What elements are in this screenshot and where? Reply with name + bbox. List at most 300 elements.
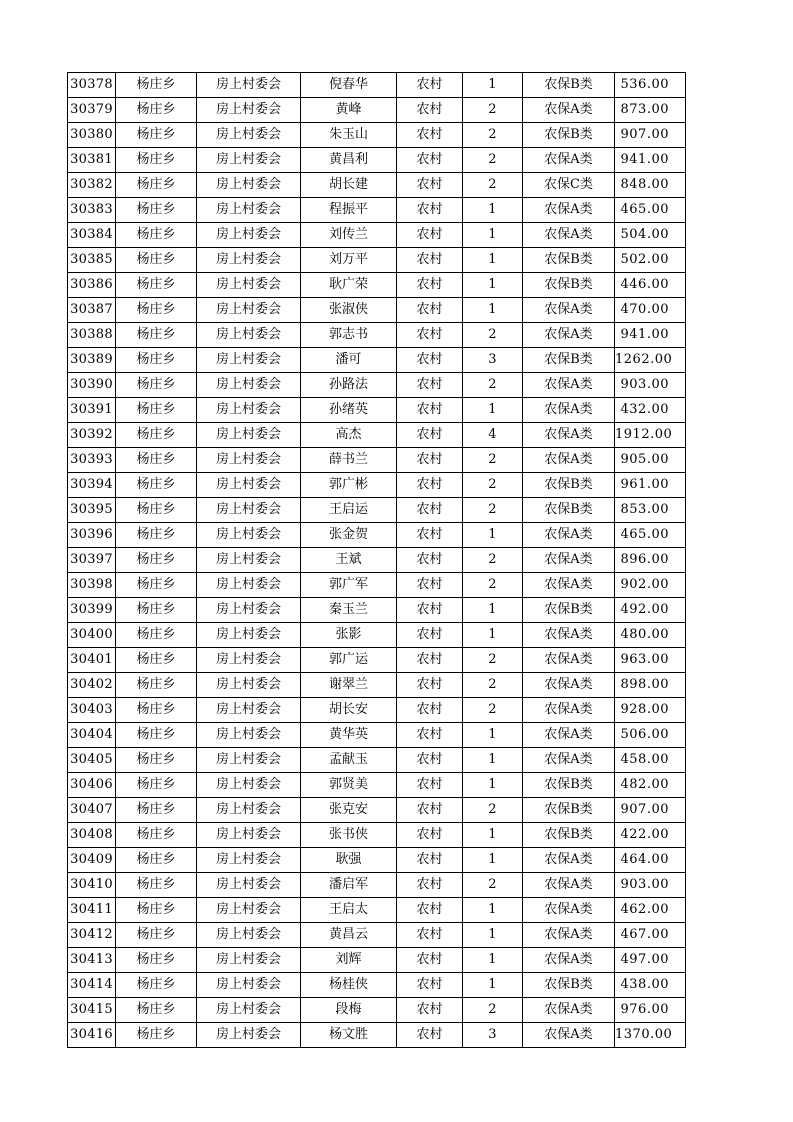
village-committee-cell: 房上村委会 [197, 73, 301, 98]
table-row [68, 423, 686, 448]
township-cell: 杨庄乡 [116, 998, 197, 1023]
record-id-cell: 30391 [68, 398, 116, 423]
township-cell: 杨庄乡 [116, 848, 197, 873]
record-id-cell: 30411 [68, 898, 116, 923]
village-committee-cell: 房上村委会 [197, 698, 301, 723]
person-count-cell: 1 [463, 523, 523, 548]
record-id-cell: 30386 [68, 273, 116, 298]
document-page [67, 72, 685, 1048]
table-row [68, 1023, 686, 1048]
person-count-cell: 1 [463, 823, 523, 848]
amount-cell: 907.00 [615, 798, 686, 823]
household-type-cell: 农村 [397, 348, 463, 373]
person-count-cell: 2 [463, 148, 523, 173]
village-committee-cell: 房上村委会 [197, 123, 301, 148]
name-cell: 孙路法 [301, 373, 397, 398]
person-count-cell: 2 [463, 548, 523, 573]
village-committee-cell: 房上村委会 [197, 723, 301, 748]
record-id-cell: 30383 [68, 198, 116, 223]
name-cell: 倪春华 [301, 73, 397, 98]
insurance-category-cell: 农保B类 [523, 773, 615, 798]
household-type-cell: 农村 [397, 298, 463, 323]
name-cell: 王斌 [301, 548, 397, 573]
village-committee-cell: 房上村委会 [197, 273, 301, 298]
name-cell: 刘辉 [301, 948, 397, 973]
table-row [68, 273, 686, 298]
insurance-category-cell: 农保B类 [523, 473, 615, 498]
amount-cell: 907.00 [615, 123, 686, 148]
person-count-cell: 3 [463, 1023, 523, 1048]
insurance-category-cell: 农保B类 [523, 973, 615, 998]
table-row [68, 73, 686, 98]
record-id-cell: 30399 [68, 598, 116, 623]
amount-cell: 462.00 [615, 898, 686, 923]
name-cell: 谢翠兰 [301, 673, 397, 698]
insurance-category-cell: 农保A类 [523, 748, 615, 773]
village-committee-cell: 房上村委会 [197, 323, 301, 348]
record-id-cell: 30379 [68, 98, 116, 123]
record-id-cell: 30413 [68, 948, 116, 973]
household-type-cell: 农村 [397, 798, 463, 823]
record-id-cell: 30405 [68, 748, 116, 773]
name-cell: 刘传兰 [301, 223, 397, 248]
village-committee-cell: 房上村委会 [197, 773, 301, 798]
household-type-cell: 农村 [397, 923, 463, 948]
amount-cell: 470.00 [615, 298, 686, 323]
insurance-category-cell: 农保A类 [523, 623, 615, 648]
village-committee-cell: 房上村委会 [197, 173, 301, 198]
table-row [68, 673, 686, 698]
township-cell: 杨庄乡 [116, 548, 197, 573]
name-cell: 薛书兰 [301, 448, 397, 473]
village-committee-cell: 房上村委会 [197, 673, 301, 698]
record-id-cell: 30402 [68, 673, 116, 698]
household-type-cell: 农村 [397, 598, 463, 623]
household-type-cell: 农村 [397, 198, 463, 223]
amount-cell: 848.00 [615, 173, 686, 198]
amount-cell: 896.00 [615, 548, 686, 573]
village-committee-cell: 房上村委会 [197, 223, 301, 248]
insurance-category-cell: 农保B类 [523, 798, 615, 823]
amount-cell: 536.00 [615, 73, 686, 98]
household-type-cell: 农村 [397, 248, 463, 273]
amount-cell: 902.00 [615, 573, 686, 598]
household-type-cell: 农村 [397, 698, 463, 723]
township-cell: 杨庄乡 [116, 773, 197, 798]
table-row [68, 748, 686, 773]
insurance-category-cell: 农保B类 [523, 248, 615, 273]
household-type-cell: 农村 [397, 648, 463, 673]
insurance-category-cell: 农保A类 [523, 948, 615, 973]
person-count-cell: 2 [463, 473, 523, 498]
person-count-cell: 1 [463, 773, 523, 798]
insurance-category-cell: 农保B类 [523, 348, 615, 373]
name-cell: 张书侠 [301, 823, 397, 848]
record-id-cell: 30406 [68, 773, 116, 798]
table-row [68, 123, 686, 148]
village-committee-cell: 房上村委会 [197, 423, 301, 448]
amount-cell: 905.00 [615, 448, 686, 473]
amount-cell: 492.00 [615, 598, 686, 623]
village-committee-cell: 房上村委会 [197, 248, 301, 273]
person-count-cell: 2 [463, 498, 523, 523]
village-committee-cell: 房上村委会 [197, 98, 301, 123]
household-type-cell: 农村 [397, 723, 463, 748]
name-cell: 张淑侠 [301, 298, 397, 323]
village-committee-cell: 房上村委会 [197, 598, 301, 623]
village-committee-cell: 房上村委会 [197, 198, 301, 223]
household-type-cell: 农村 [397, 473, 463, 498]
township-cell: 杨庄乡 [116, 73, 197, 98]
name-cell: 黄昌云 [301, 923, 397, 948]
amount-cell: 502.00 [615, 248, 686, 273]
insurance-category-cell: 农保A类 [523, 898, 615, 923]
township-cell: 杨庄乡 [116, 798, 197, 823]
amount-cell: 480.00 [615, 623, 686, 648]
name-cell: 孟献玉 [301, 748, 397, 773]
name-cell: 郭广彬 [301, 473, 397, 498]
household-type-cell: 农村 [397, 873, 463, 898]
household-type-cell: 农村 [397, 773, 463, 798]
amount-cell: 963.00 [615, 648, 686, 673]
household-type-cell: 农村 [397, 98, 463, 123]
table-row [68, 698, 686, 723]
household-type-cell: 农村 [397, 848, 463, 873]
township-cell: 杨庄乡 [116, 348, 197, 373]
table-row [68, 823, 686, 848]
township-cell: 杨庄乡 [116, 398, 197, 423]
insurance-category-cell: 农保A类 [523, 1023, 615, 1048]
village-committee-cell: 房上村委会 [197, 923, 301, 948]
insurance-category-cell: 农保A类 [523, 148, 615, 173]
village-committee-cell: 房上村委会 [197, 373, 301, 398]
amount-cell: 482.00 [615, 773, 686, 798]
table-row [68, 173, 686, 198]
village-committee-cell: 房上村委会 [197, 973, 301, 998]
amount-cell: 422.00 [615, 823, 686, 848]
record-id-cell: 30407 [68, 798, 116, 823]
household-type-cell: 农村 [397, 498, 463, 523]
household-type-cell: 农村 [397, 673, 463, 698]
name-cell: 杨文胜 [301, 1023, 397, 1048]
table-row [68, 623, 686, 648]
table-row [68, 598, 686, 623]
insurance-category-cell: 农保A类 [523, 323, 615, 348]
person-count-cell: 1 [463, 948, 523, 973]
record-id-cell: 30397 [68, 548, 116, 573]
village-committee-cell: 房上村委会 [197, 998, 301, 1023]
name-cell: 耿广荣 [301, 273, 397, 298]
township-cell: 杨庄乡 [116, 498, 197, 523]
record-id-cell: 30409 [68, 848, 116, 873]
table-row [68, 773, 686, 798]
household-type-cell: 农村 [397, 73, 463, 98]
person-count-cell: 2 [463, 998, 523, 1023]
record-id-cell: 30404 [68, 723, 116, 748]
township-cell: 杨庄乡 [116, 623, 197, 648]
amount-cell: 465.00 [615, 523, 686, 548]
township-cell: 杨庄乡 [116, 248, 197, 273]
township-cell: 杨庄乡 [116, 648, 197, 673]
insurance-category-cell: 农保A类 [523, 373, 615, 398]
person-count-cell: 2 [463, 373, 523, 398]
township-cell: 杨庄乡 [116, 873, 197, 898]
person-count-cell: 4 [463, 423, 523, 448]
table-row [68, 498, 686, 523]
household-type-cell: 农村 [397, 173, 463, 198]
person-count-cell: 1 [463, 273, 523, 298]
person-count-cell: 2 [463, 448, 523, 473]
amount-cell: 446.00 [615, 273, 686, 298]
village-committee-cell: 房上村委会 [197, 473, 301, 498]
person-count-cell: 3 [463, 348, 523, 373]
person-count-cell: 1 [463, 248, 523, 273]
insurance-category-cell: 农保A类 [523, 923, 615, 948]
village-committee-cell: 房上村委会 [197, 348, 301, 373]
person-count-cell: 2 [463, 323, 523, 348]
village-committee-cell: 房上村委会 [197, 798, 301, 823]
township-cell: 杨庄乡 [116, 748, 197, 773]
insurance-category-cell: 农保A类 [523, 198, 615, 223]
insurance-category-cell: 农保A类 [523, 848, 615, 873]
person-count-cell: 2 [463, 673, 523, 698]
township-cell: 杨庄乡 [116, 273, 197, 298]
name-cell: 王启太 [301, 898, 397, 923]
table-row [68, 948, 686, 973]
insurance-category-cell: 农保C类 [523, 173, 615, 198]
township-cell: 杨庄乡 [116, 823, 197, 848]
beneficiary-table [67, 72, 686, 1048]
amount-cell: 506.00 [615, 723, 686, 748]
amount-cell: 903.00 [615, 373, 686, 398]
name-cell: 程振平 [301, 198, 397, 223]
table-row [68, 148, 686, 173]
name-cell: 潘可 [301, 348, 397, 373]
amount-cell: 504.00 [615, 223, 686, 248]
household-type-cell: 农村 [397, 423, 463, 448]
name-cell: 胡长建 [301, 173, 397, 198]
name-cell: 郭广运 [301, 648, 397, 673]
record-id-cell: 30410 [68, 873, 116, 898]
name-cell: 耿强 [301, 848, 397, 873]
person-count-cell: 1 [463, 223, 523, 248]
insurance-category-cell: 农保B类 [523, 123, 615, 148]
record-id-cell: 30400 [68, 623, 116, 648]
record-id-cell: 30389 [68, 348, 116, 373]
household-type-cell: 农村 [397, 973, 463, 998]
amount-cell: 497.00 [615, 948, 686, 973]
person-count-cell: 1 [463, 748, 523, 773]
record-id-cell: 30395 [68, 498, 116, 523]
village-committee-cell: 房上村委会 [197, 298, 301, 323]
township-cell: 杨庄乡 [116, 98, 197, 123]
name-cell: 段梅 [301, 998, 397, 1023]
table-row [68, 873, 686, 898]
insurance-category-cell: 农保B类 [523, 498, 615, 523]
person-count-cell: 2 [463, 648, 523, 673]
person-count-cell: 1 [463, 973, 523, 998]
name-cell: 郭志书 [301, 323, 397, 348]
record-id-cell: 30408 [68, 823, 116, 848]
amount-cell: 1262.00 [615, 348, 686, 373]
insurance-category-cell: 农保B类 [523, 273, 615, 298]
table-row [68, 298, 686, 323]
insurance-category-cell: 农保A类 [523, 298, 615, 323]
amount-cell: 432.00 [615, 398, 686, 423]
name-cell: 张克安 [301, 798, 397, 823]
household-type-cell: 农村 [397, 448, 463, 473]
record-id-cell: 30382 [68, 173, 116, 198]
township-cell: 杨庄乡 [116, 1023, 197, 1048]
table-row [68, 473, 686, 498]
township-cell: 杨庄乡 [116, 448, 197, 473]
village-committee-cell: 房上村委会 [197, 648, 301, 673]
township-cell: 杨庄乡 [116, 598, 197, 623]
record-id-cell: 30396 [68, 523, 116, 548]
name-cell: 张金贺 [301, 523, 397, 548]
person-count-cell: 1 [463, 623, 523, 648]
village-committee-cell: 房上村委会 [197, 548, 301, 573]
table-row [68, 998, 686, 1023]
name-cell: 刘万平 [301, 248, 397, 273]
name-cell: 郭广军 [301, 573, 397, 598]
household-type-cell: 农村 [397, 573, 463, 598]
record-id-cell: 30388 [68, 323, 116, 348]
household-type-cell: 农村 [397, 1023, 463, 1048]
name-cell: 秦玉兰 [301, 598, 397, 623]
name-cell: 胡长安 [301, 698, 397, 723]
township-cell: 杨庄乡 [116, 898, 197, 923]
record-id-cell: 30401 [68, 648, 116, 673]
village-committee-cell: 房上村委会 [197, 1023, 301, 1048]
village-committee-cell: 房上村委会 [197, 748, 301, 773]
insurance-category-cell: 农保A类 [523, 98, 615, 123]
township-cell: 杨庄乡 [116, 673, 197, 698]
township-cell: 杨庄乡 [116, 523, 197, 548]
name-cell: 张影 [301, 623, 397, 648]
amount-cell: 853.00 [615, 498, 686, 523]
amount-cell: 458.00 [615, 748, 686, 773]
table-body [68, 73, 686, 1048]
township-cell: 杨庄乡 [116, 973, 197, 998]
household-type-cell: 农村 [397, 748, 463, 773]
insurance-category-cell: 农保A类 [523, 648, 615, 673]
table-row [68, 648, 686, 673]
amount-cell: 467.00 [615, 923, 686, 948]
household-type-cell: 农村 [397, 898, 463, 923]
record-id-cell: 30415 [68, 998, 116, 1023]
name-cell: 黄华英 [301, 723, 397, 748]
person-count-cell: 2 [463, 873, 523, 898]
township-cell: 杨庄乡 [116, 948, 197, 973]
record-id-cell: 30394 [68, 473, 116, 498]
village-committee-cell: 房上村委会 [197, 948, 301, 973]
household-type-cell: 农村 [397, 998, 463, 1023]
insurance-category-cell: 农保A类 [523, 448, 615, 473]
household-type-cell: 农村 [397, 123, 463, 148]
table-row [68, 848, 686, 873]
insurance-category-cell: 农保A类 [523, 398, 615, 423]
village-committee-cell: 房上村委会 [197, 873, 301, 898]
township-cell: 杨庄乡 [116, 923, 197, 948]
person-count-cell: 2 [463, 173, 523, 198]
name-cell: 黄峰 [301, 98, 397, 123]
table-row [68, 373, 686, 398]
village-committee-cell: 房上村委会 [197, 148, 301, 173]
village-committee-cell: 房上村委会 [197, 898, 301, 923]
table-row [68, 223, 686, 248]
township-cell: 杨庄乡 [116, 298, 197, 323]
insurance-category-cell: 农保A类 [523, 723, 615, 748]
record-id-cell: 30414 [68, 973, 116, 998]
table-row [68, 98, 686, 123]
person-count-cell: 1 [463, 398, 523, 423]
township-cell: 杨庄乡 [116, 123, 197, 148]
record-id-cell: 30380 [68, 123, 116, 148]
township-cell: 杨庄乡 [116, 373, 197, 398]
person-count-cell: 2 [463, 573, 523, 598]
table-row [68, 798, 686, 823]
name-cell: 杨桂侠 [301, 973, 397, 998]
table-row [68, 723, 686, 748]
household-type-cell: 农村 [397, 398, 463, 423]
person-count-cell: 2 [463, 98, 523, 123]
amount-cell: 941.00 [615, 148, 686, 173]
person-count-cell: 1 [463, 73, 523, 98]
village-committee-cell: 房上村委会 [197, 498, 301, 523]
amount-cell: 873.00 [615, 98, 686, 123]
township-cell: 杨庄乡 [116, 723, 197, 748]
amount-cell: 464.00 [615, 848, 686, 873]
name-cell: 王启运 [301, 498, 397, 523]
household-type-cell: 农村 [397, 323, 463, 348]
person-count-cell: 1 [463, 198, 523, 223]
record-id-cell: 30416 [68, 1023, 116, 1048]
township-cell: 杨庄乡 [116, 573, 197, 598]
table-row [68, 448, 686, 473]
amount-cell: 1912.00 [615, 423, 686, 448]
person-count-cell: 1 [463, 898, 523, 923]
township-cell: 杨庄乡 [116, 198, 197, 223]
village-committee-cell: 房上村委会 [197, 573, 301, 598]
township-cell: 杨庄乡 [116, 173, 197, 198]
record-id-cell: 30385 [68, 248, 116, 273]
township-cell: 杨庄乡 [116, 473, 197, 498]
record-id-cell: 30398 [68, 573, 116, 598]
household-type-cell: 农村 [397, 823, 463, 848]
record-id-cell: 30403 [68, 698, 116, 723]
insurance-category-cell: 农保A类 [523, 873, 615, 898]
household-type-cell: 农村 [397, 373, 463, 398]
village-committee-cell: 房上村委会 [197, 823, 301, 848]
household-type-cell: 农村 [397, 148, 463, 173]
record-id-cell: 30390 [68, 373, 116, 398]
amount-cell: 898.00 [615, 673, 686, 698]
name-cell: 郭贤美 [301, 773, 397, 798]
amount-cell: 903.00 [615, 873, 686, 898]
household-type-cell: 农村 [397, 948, 463, 973]
person-count-cell: 2 [463, 698, 523, 723]
record-id-cell: 30387 [68, 298, 116, 323]
name-cell: 朱玉山 [301, 123, 397, 148]
household-type-cell: 农村 [397, 523, 463, 548]
village-committee-cell: 房上村委会 [197, 448, 301, 473]
insurance-category-cell: 农保A类 [523, 673, 615, 698]
record-id-cell: 30381 [68, 148, 116, 173]
table-row [68, 548, 686, 573]
person-count-cell: 2 [463, 798, 523, 823]
table-row [68, 898, 686, 923]
